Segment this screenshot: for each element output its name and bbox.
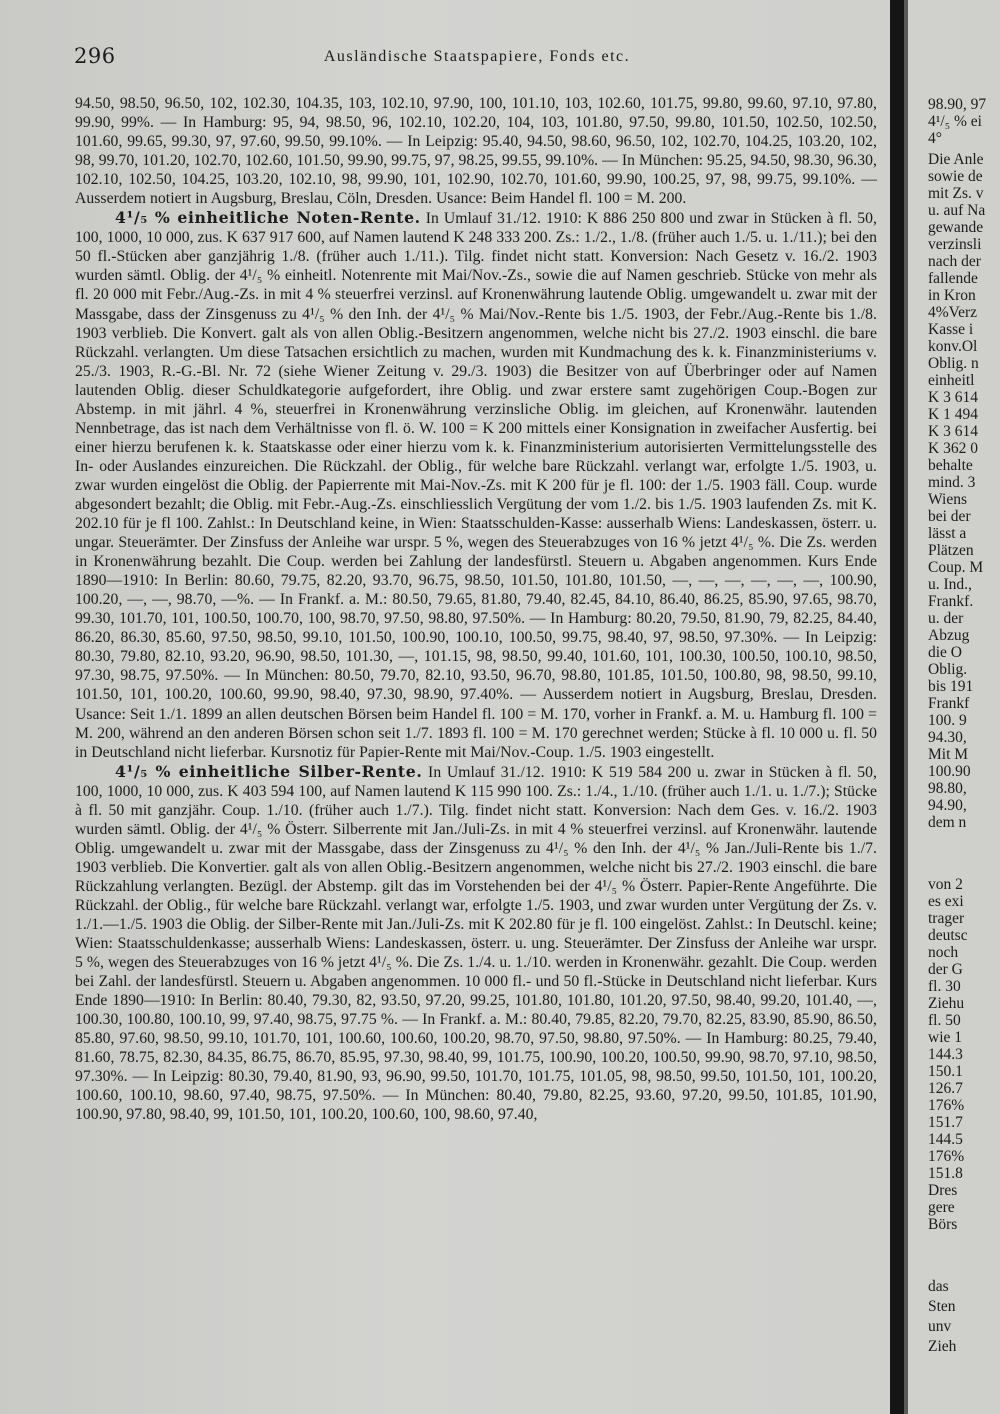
right-column-line: Die Anle — [928, 151, 984, 168]
right-column-line: Plätzen — [928, 542, 974, 559]
right-column-line: nach der — [928, 253, 981, 270]
right-column-line: 98.90, 97 — [928, 96, 987, 113]
silber-rente-body: In Umlauf 31./12. 1910: K 519 584 200 u. zwar in Stücken à fl. 50, 100, 1000, 10 000, zus. K 403 594 100, auf Namen lautend K 115 990 100. Zs.: 1./4., 1./10. (früher auch 1./1. u. 1./7.); Stücke à fl. 50 mit ganzjähr. Coup. 1./10. (früher auch 1./7.). Tilg. findet nicht statt. Konversion: Nach dem Ges. v. 16./2. 1903 wurden sämtl. Oblig. der 4¹/₅ % Österr. Silberrente mit Jan./Juli-Zs. in mit 4 % steuerfrei verzinsl. auf Kronenwähr. lautende Oblig. umgewandelt u. zwar mit der Massgabe, dass der Zinsgenuss zu 4¹/₅ % den Inh. der 4¹/₅ % Jan./Juli-Rente bis 1./7. 1903 verblieb. Die Konvertier. galt als von allen Oblig.-Besitzern angenommen, welche nicht bis 27./2. 1903 einschl. die bare Rückzahlung verlangten. Bezügl. der Abstemp. gilt das im Vorstehenden bei der 4¹/₅ % Österr. Papier-Rente Angeführte. Die Rückzahl. der Oblig., für welche bare Rückzahl. verlangt war, erfolgte 1./5. 1903, und zwar wurden unter Vergütung der Zs. v. 1./1.—1./5. 1903 die Oblig. der Silber-Rente mit Jan./Juli-Zs. mit K 202.80 für je fl. 100 eingelöst. Zahlst.: In Deutschl. keine; Wien: Staatsschuldenkasse; ausserhalb Wiens: Landeskassen, österr. u. ung. Steuerämter. Der Zinsfuss der Anleihe war urspr. 5 %, wegen des Steuerabzuges von 16 % jetzt 4¹/₅ %. Die Zs. 1./4. u. 1./10. werden in Kronenwähr. gezahlt. Die Coup. werden bei Zahl. der landesfürstl. Steuern u. Abgaben angenommen. 10 000 fl.- und 50 fl.-Stücke in Deutschland nicht lieferbar. Kurs Ende 1890—1910: In Berlin: 80.40, 79.30, 82, 93.50, 97.20, 99.25, 101.80, 101.80, 101.20, 97.50, 98.40, 99.20, 101.40, —, 100.30, 100.80, 100.10, 99, 97.40, 98.75, 97.75 %. — In Frankf. a. M.: 80.40, 79.85, 82.20, 79.70, 82.25, 83.90, 85.90, 86.50, 85.80, 97.60, 98.50, 99.10, 101.70, 101, 100.60, 100.60, 100.20, 98.70, 97.50, 98.80, 97.50%. — In Hamburg: 80.25, 79.40, 81.60, 78.75, 82.30, 84.35, 86.75, 86.70, 85.95, 97.30, 98.40, 99, 101.75, 100.90, 100.20, 100.50, 99.90, 98.70, 97.10, 98.50, 97.30%. — In Leipzig: 80.30, 79.40, 81.90, 93, 96.90, 99.50, 101.70, 101.75, 101.05, 98, 98.50, 99.50, 101.50, 101, 100.20, 100.60, 100.10, 98.60, 97.40, 98.75, 97.50%. — In München: 80.40, 79.80, 82.25, 93.60, 97.20, 99.50, 101.85, 101.90, 100.90, 97.80, 98.40, 99, 101.50, 101, 100.20, 100.60, 100, 98.60, 97.40, — [75, 763, 877, 1124]
noten-rente-body: In Umlauf 31./12. 1910: K 886 250 800 und zwar in Stücken à fl. 50, 100, 1000, 10 000, zus. K 637 917 600, auf Namen lautend K 248 333 200. Zs.: 1./2., 1./8. (früher auch 1./5. u. 1./11.); bei den 50 fl.-Stücken aber ganzjährig 1./8. (früher auch 1./11.). Tilg. findet nicht statt. Konversion: Nach Gesetz v. 16./2. 1903 wurden sämtl. Oblig. der 4¹/₅ % einheitl. Notenrente mit Mai/Nov.-Zs., sowie die auf Namen geschrieb. Stücke von mehr als fl. 20 000 mit Febr./Aug.-Zs. in mit 4 % steuerfrei verzinsl. auf Kronenwährung lautende Oblig. umgewandelt u. zwar mit der Massgabe, dass der Zinsgenuss zu 4¹/₅ % den Inh. der 4¹/₅ % Mai/Nov.-Rente bis 1./5. 1903, der Febr./Aug.-Rente bis 1./8. 1903 verblieb. Die Konvert. galt als von allen Oblig.-Besitzern angenommen, welche nicht bis 27./2. 1903 einschl. die bare Rückzahl. verlangten. Um diese Tatsachen ersichtlich zu machen, wurden mit Kundmachung des k. k. Finanzministeriums v. 25./3. 1903, R.-G.-Bl. Nr. 72 (siehe Wiener Zeitung v. 29./3. 1903) die Besitzer von auf Überbringer oder auf Namen lautenden Oblig. dieser Schuldkategorie aufgefordert, ihre Oblig. und zwar erstere samt zugehörigen Coup.-Bogen zur Abstemp. in mit jährl. 4 %, steuerfrei in Kronenwährung verzinsliche Oblig. im gleichen, auf Kronenwähr. lautenden Nennbetrage, das ist nach dem Verhältnisse von fl. ö. W. 100 = K 200 mittels einer Konsignation in zweifacher Ausfertig. bei einer hierzu berufenen k. k. Staatskasse oder einer hierzu vom k. k. Finanzministerium autorisierten Vermittelungsstelle des In- oder Auslandes einzureichen. Die Rückzahl. der Oblig., für welche bare Rückzahl. verlangt war, erfolgte 1./5. 1903, u. zwar wurden eingelöst die Oblig. der Papierrente mit Mai-Nov.-Zs. mit K 200 für je fl. 100: der 1./5. 1903 fäll. Coup. wurde abgesondert bezahlt; die Oblig. mit Febr.-Aug.-Zs. einschliesslich Vergütung der vom 1./2. bis 1./5. 1903 laufenden Zs. mit K. 202.10 für je fl 100. Zahlst.: In Deutschland keine, in Wien: Staatsschulden-Kasse: ausserhalb Wiens: Landeskassen, österr. u. ungar. Steuerämter. Der Zinsfuss der Anleihe war urspr. 5 %, wegen des Steuerabzuges von 16 % jetzt 4¹/₅ %. Die Zs. werden in Kronenwährung bezahlt. Die Coup. werden bei Zahlung der landesfürstl. Steuern u. Abgaben angenommen. Kurs Ende 1890—1910: In Berlin: 80.60, 79.75, 82.20, 93.70, 96.75, 98.50, 101.50, 101.80, 101.50, —, —, —, —, —, —, 100.90, 100.20, —, —, 98.70, —%. — In Frankf. a. M.: 80.50, 79.65, 81.80, 79.40, 82.45, 84.10, 86.40, 86.25, 85.90, 97.65, 98.70, 99.30, 101.70, 101, 100.50, 100.70, 100, 98.70, 97.50, 98.80, 97.50%. — In Hamburg: 80.20, 79.50, 81.90, 79, 82.25, 84.40, 86.20, 86.30, 85.60, 97.50, 98.50, 99.10, 101.50, 100.90, 100.10, 100.50, 99.75, 98.40, 97, 98.50, 97.30%. — In Leipzig: 80.30, 79.80, 82.10, 93.20, 96.90, 98.50, 101.30, —, 101.15, 98, 98.50, 99.40, 101.60, 101, 100.30, 100.50, 100.10, 98.50, 97.30, 98.75, 97.50%. — In München: 80.50, 79.70, 82.10, 93.50, 96.70, 98.80, 101.85, 101.50, 100.80, 98, 98.50, 99.10, 101.50, 101, 100.20, 100.60, 99.90, 98.40, 97.30, 98.90, 97.40%. — Ausserdem notiert in Augsburg, Breslau, Dresden. Usance: Seit 1./1. 1899 an allen deutschen Börsen beim Handel fl. 100 = M. 170, vorher in Frankf. a. M. u. Hamburg fl. 100 = M. 200, während an den anderen Börsen schon seit 1./7. 1893 fl. 100 = M. 170 gerechnet werden; Stücke à fl. 10 000 u. fl. 50 in Deutschland nicht lieferbar. Kursnotiz für Papier-Rente mit Mai/Nov.-Coup. 1./5. 1903 eingestellt. — [75, 210, 878, 761]
right-column-line: fallende — [928, 270, 978, 287]
right-column-line: lässt a — [928, 525, 967, 542]
right-column-line: u. der — [928, 610, 964, 627]
right-column-line: Frankf — [928, 695, 970, 712]
right-column-line: es exi — [928, 893, 964, 910]
right-column-line: der G — [928, 961, 963, 978]
right-column-line: 4%Verz — [928, 304, 978, 321]
right-column-line: 176% — [928, 1148, 965, 1165]
right-column-line: Börs — [928, 1216, 958, 1233]
right-column-line: Coup. M — [928, 559, 984, 576]
right-column-line: dem n — [928, 814, 967, 831]
right-column-line: Oblig. n — [928, 355, 979, 372]
right-column-line: K 1 494 — [928, 406, 978, 423]
right-column-line: 150.1 — [928, 1063, 963, 1080]
right-column-line: bis 191 — [928, 678, 974, 695]
intro-paragraph: 94.50, 98.50, 96.50, 102, 102.30, 104.35, 103, 102.10, 97.90, 100, 101.10, 103, 102.60, 101.75, 99.80, 99.60, 97.10, 97.80, 99.90, 99%. — In Hamburg: 95, 94, 98.50, 96, 102.10, 102.20, 104, 103, 101.80, 97.50, 99.80, 101.50, 102.50, 102.50, 101.60, 99.65, 99.30, 97, 97.60, 99.50, 99.10%. — In Leipzig: 95.40, 94.50, 98.60, 96.50, 102, 102.70, 104.25, 103.20, 102, 98, 99.70, 101.20, 102.70, 102.60, 101.50, 99.90, 99.75, 97, 98.25, 99.55, 99.10%. — In München: 95.25, 94.50, 98.30, 96.30, 102.10, 102.50, 104.25, 103.20, 102.10, 98, 99.90, 101, 102.90, 102.70, 101.60, 99.90, 100.25, 97, 98, 99.75, 99.10%. — Ausserdem notiert in Augsburg, Breslau, Cöln, Dresden. Usance: Beim Handel fl. 100 = M. 200. — [75, 95, 877, 208]
right-column-line: verzinsli — [928, 236, 982, 253]
right-column-line: 94.90, — [928, 797, 967, 814]
right-column-line: K 3 614 — [928, 423, 978, 440]
right-column-line: Kasse i — [928, 321, 974, 338]
right-column-fragment — [922, 0, 1000, 1414]
right-column-line: fl. 30 — [928, 978, 961, 995]
right-column-line: Ziehu — [928, 995, 965, 1012]
noten-rente-section — [75, 208, 877, 761]
right-column-line: gere — [928, 1199, 955, 1216]
right-column-line: deutsc — [928, 927, 968, 944]
right-column-line: Wiens — [928, 491, 967, 508]
right-column-line: Mit M — [928, 746, 969, 763]
right-column-line: 176% — [928, 1097, 965, 1114]
right-column-line: mit Zs. v — [928, 185, 984, 202]
right-column-line: mind. 3 — [928, 474, 976, 491]
right-column-line: 151.8 — [928, 1165, 963, 1182]
right-column-line: das — [928, 1278, 949, 1295]
right-column-line: die O — [928, 644, 963, 661]
right-column-line: 4¹/₅ % ei — [928, 113, 982, 130]
right-column-line: 144.3 — [928, 1046, 963, 1063]
right-column-line: 151.7 — [928, 1114, 963, 1131]
right-column-line: 100.90 — [928, 763, 971, 780]
right-column-line: einheitl — [928, 372, 975, 389]
right-column-line: bei der — [928, 508, 971, 525]
right-column-line: Abzug — [928, 627, 970, 644]
right-column-line: 126.7 — [928, 1080, 963, 1097]
right-column-line: u. auf Na — [928, 202, 986, 219]
right-column-line: 94.30, — [928, 729, 967, 746]
running-head: Ausländische Staatspapiere, Fonds etc. — [323, 48, 631, 65]
noten-rente-heading: 4¹/₅ % einheitliche Noten-Rente. — [115, 208, 421, 228]
right-column-line: konv.Ol — [928, 338, 978, 355]
column-rule — [890, 0, 904, 1414]
right-column-line: von 2 — [928, 876, 963, 893]
right-column-line: Frankf. — [928, 593, 974, 610]
right-column-line: wie 1 — [928, 1029, 963, 1046]
right-column-line: Zieh — [928, 1338, 957, 1355]
right-column-line: 144.5 — [928, 1131, 963, 1148]
page-number: 296 — [74, 44, 116, 68]
page-header — [74, 44, 880, 74]
right-column-line: 100. 9 — [928, 712, 967, 729]
main-column — [75, 94, 877, 1125]
right-column-line: in Kron — [928, 287, 976, 304]
silber-rente-heading: 4¹/₅ % einheitliche Silber-Rente. — [115, 761, 423, 781]
right-column-line: trager — [928, 910, 965, 927]
silber-rente-section — [75, 762, 877, 1125]
right-column-line: Oblig. — [928, 661, 968, 678]
right-column-line: K 362 0 — [928, 440, 978, 457]
right-column-line: unv — [928, 1318, 952, 1335]
right-column-line: Sten — [928, 1298, 956, 1315]
column-rule-shadow — [904, 0, 908, 1414]
right-column-line: u. Ind., — [928, 576, 972, 593]
right-column-line: noch — [928, 944, 959, 961]
right-column-line: 98.80, — [928, 780, 967, 797]
right-column-line: 4° — [928, 130, 942, 147]
right-column-line: behalte — [928, 457, 973, 474]
right-column-line: Dres — [928, 1182, 958, 1199]
right-column-line: K 3 614 — [928, 389, 978, 406]
right-column-line: fl. 50 — [928, 1012, 961, 1029]
right-column-line: sowie de — [928, 168, 983, 185]
right-column-line: gewande — [928, 219, 984, 236]
